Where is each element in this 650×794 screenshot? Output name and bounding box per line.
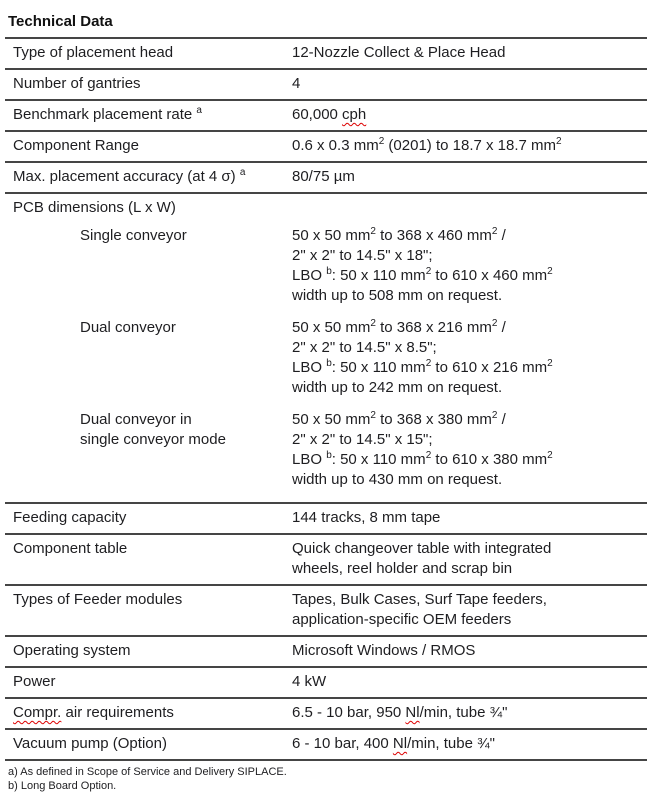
spec-row-component-range <box>5 130 647 161</box>
spec-row-feeder-modules <box>5 584 647 635</box>
subrow-dual-single-mode <box>5 410 647 502</box>
row-label: Component Range <box>13 137 139 154</box>
spec-row-power <box>5 666 647 697</box>
row-label: Number of gantries <box>13 75 141 92</box>
row-value: 50 x 50 $mm^2$ to 368 x 380 $mm^2$ / 2" x 2" to 14.5" x 15"; LBO $^b$: 50 x 110 $mm^2$ to 610 x 380 $mm^2$ width up to 430 mm on request. <box>292 410 553 488</box>
row-label: Component table <box>13 540 128 557</box>
row-value: 6 - 10 bar, 400 Nl/min, tube ¾" <box>292 735 495 752</box>
row-label: Vacuum pump (Option) <box>13 735 167 752</box>
row-label: Power <box>13 673 56 690</box>
row-label: Operating system <box>13 642 131 659</box>
row-value: 60,000 cph <box>292 106 367 123</box>
section-header: PCB dimensions (L x W) <box>5 192 647 226</box>
row-label: Single conveyor <box>80 227 187 244</box>
page-title: Technical Data <box>8 13 113 30</box>
row-value: Quick changeover table with integrated wheels, reel holder and scrap bin <box>292 540 552 577</box>
row-label: Max. placement accuracy (at 4 σ) $^a$ <box>13 167 246 185</box>
row-value: 12-Nozzle Collect & Place Head <box>292 44 506 61</box>
row-value: 144 tracks, 8 mm tape <box>292 509 441 526</box>
spec-table <box>5 37 647 794</box>
spec-row-component-table <box>5 533 647 584</box>
spec-row-placement-head <box>5 37 647 68</box>
footnotes <box>5 759 647 794</box>
row-value: Microsoft Windows / RMOS <box>292 642 476 659</box>
row-label: Dual conveyor <box>80 319 176 336</box>
spec-row-feeding-capacity <box>5 502 647 533</box>
row-label: Type of placement head <box>13 44 174 61</box>
row-value: 4 <box>292 75 301 92</box>
row-value: 50 x 50 $mm^2$ to 368 x 216 $mm^2$ / 2" x 2" to 14.5" x 8.5"; LBO $^b$: 50 x 110 $mm^2$ to 610 x 216 $mm^2$ width up to 242 mm on request. <box>292 318 553 396</box>
pcb-dimensions-section <box>5 192 647 502</box>
row-value: 50 x 50 $mm^2$ to 368 x 460 $mm^2$ / 2" x 2" to 14.5" x 18"; LBO $^b$: 50 x 110 $mm^2$ to 610 x 460 $mm^2$ width up to 508 mm on request. <box>292 226 553 304</box>
spec-row-placement-rate <box>5 99 647 130</box>
subrow-dual-conveyor <box>5 318 647 410</box>
row-value: 80/75 µm <box>292 168 355 185</box>
row-label: Feeding capacity <box>13 509 127 526</box>
spec-row-operating-system <box>5 635 647 666</box>
row-label: Dual conveyor in single conveyor mode <box>80 411 226 448</box>
spec-row-placement-accuracy <box>5 161 647 192</box>
row-label: Types of Feeder modules <box>13 591 183 608</box>
footnote-a: a) As defined in Scope of Service and Delivery SIPLACE. <box>8 766 287 778</box>
spec-row-compressed-air <box>5 697 647 728</box>
row-value: Tapes, Bulk Cases, Surf Tape feeders, application-specific OEM feeders <box>292 591 547 628</box>
row-value: 4 kW <box>292 673 327 690</box>
row-label: Compr. air requirements <box>13 704 174 721</box>
row-value: 6.5 - 10 bar, 950 Nl/min, tube ¾" <box>292 704 508 721</box>
spec-row-gantries <box>5 68 647 99</box>
row-value: 0.6 x 0.3 $mm^2$ (0201) to 18.7 x 18.7 $mm^2$ <box>292 136 562 154</box>
subrow-single-conveyor <box>5 226 647 318</box>
spec-row-vacuum-pump <box>5 728 647 759</box>
footnote-b: b) Long Board Option. <box>8 780 117 792</box>
row-label: Benchmark placement rate $^a$ <box>13 105 202 123</box>
